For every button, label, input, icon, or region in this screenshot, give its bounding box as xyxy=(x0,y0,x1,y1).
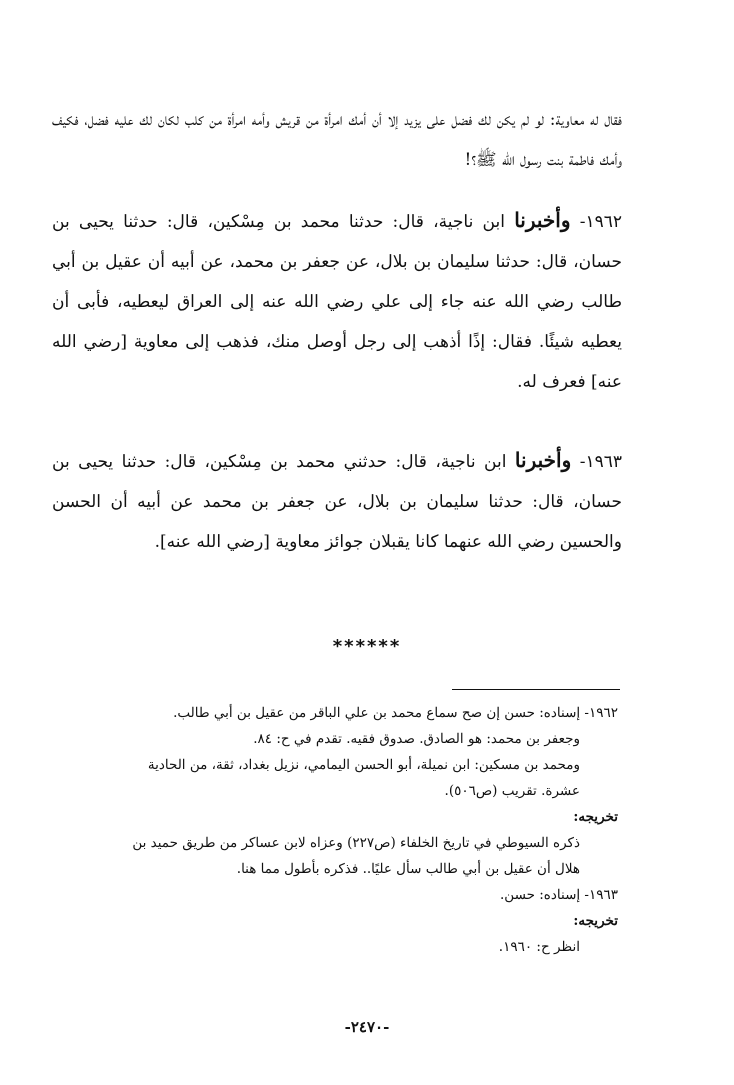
paragraph-1-text: فقال له معاوية: لو لم يكن لك فضل على يزيد إلا أن أمك امرأة من قريش وأمه امرأة من كلب لكان لك عليه فضل، فكيف وأمك فاطمة بنت رسول الله ﷺ؟! xyxy=(52,110,622,170)
section-separator: ****** xyxy=(332,636,402,657)
hadith-1962-body: ابن ناجية، قال: حدثنا محمد بن مِسْكين، قال: حدثنا يحيى بن حسان، قال: حدثنا سليمان بن بلال، عن جعفر بن محمد، عن أبيه أن عقيل بن أبي طالب رضي الله عنه جاء إلى علي رضي الله عنه إلى العراق ليعطيه، فأبى أن يعطيه شيئًا. فقال: إذًا أذهب إلى رجل أوصل منك، فذهب إلى معاوية [رضي الله عنه] فعرف له. xyxy=(52,212,622,392)
hadith-1963 xyxy=(52,440,622,562)
footnote-line: عشرة. تقريب (ص٥٠٦). xyxy=(444,783,580,799)
footnote-line: ١٩٦٢- إسناده: حسن إن صح سماع محمد بن علي الباقر من عقيل بن أبي طالب. xyxy=(173,705,618,721)
footnote-heading: تخريجه: xyxy=(573,913,618,929)
paragraph-1 xyxy=(52,100,622,180)
hadith-1962-text xyxy=(52,200,622,402)
hadith-1963-body: ابن ناجية، قال: حدثني محمد بن مِسْكين، قال: حدثنا يحيى بن حسان، قال: حدثنا سليمان بن بلال، عن جعفر بن محمد عن أبيه أن الحسن والحسين رضي الله عنهما كانا يقبلان جوائز معاوية [رضي الله عنه]. xyxy=(52,452,622,552)
hadith-1963-number: ١٩٦٣- xyxy=(579,452,622,472)
hadith-1963-lead-word: وأخبرنا xyxy=(514,448,572,472)
page-number: -٢٤٧٠- xyxy=(344,1018,390,1036)
hadith-1962-number: ١٩٦٢- xyxy=(579,212,623,232)
hadith-1962 xyxy=(52,200,622,402)
footnote-line: ذكره السيوطي في تاريخ الخلفاء (ص٢٢٧) وعزاه لابن عساكر من طريق حميد بن xyxy=(132,835,580,851)
footnote-line: هلال أن عقيل بن أبي طالب سأل عليًا.. فذكره بأطول مما هنا. xyxy=(236,861,580,877)
footnote-line: انظر ح: ١٩٦٠. xyxy=(498,939,580,955)
footnotes xyxy=(70,700,618,960)
footnote-divider xyxy=(452,689,620,690)
footnote-line: وجعفر بن محمد: هو الصادق. صدوق فقيه. تقدم في ح: ٨٤. xyxy=(253,731,580,747)
footnote-heading: تخريجه: xyxy=(573,809,618,825)
footnote-line: ومحمد بن مسكين: ابن نميلة، أبو الحسن اليمامي، نزيل بغداد، ثقة، من الحادية xyxy=(147,757,580,773)
footnote-line: ١٩٦٣- إسناده: حسن. xyxy=(500,887,618,903)
hadith-1962-lead-word: وأخبرنا xyxy=(514,208,571,232)
hadith-1963-text xyxy=(52,440,622,562)
